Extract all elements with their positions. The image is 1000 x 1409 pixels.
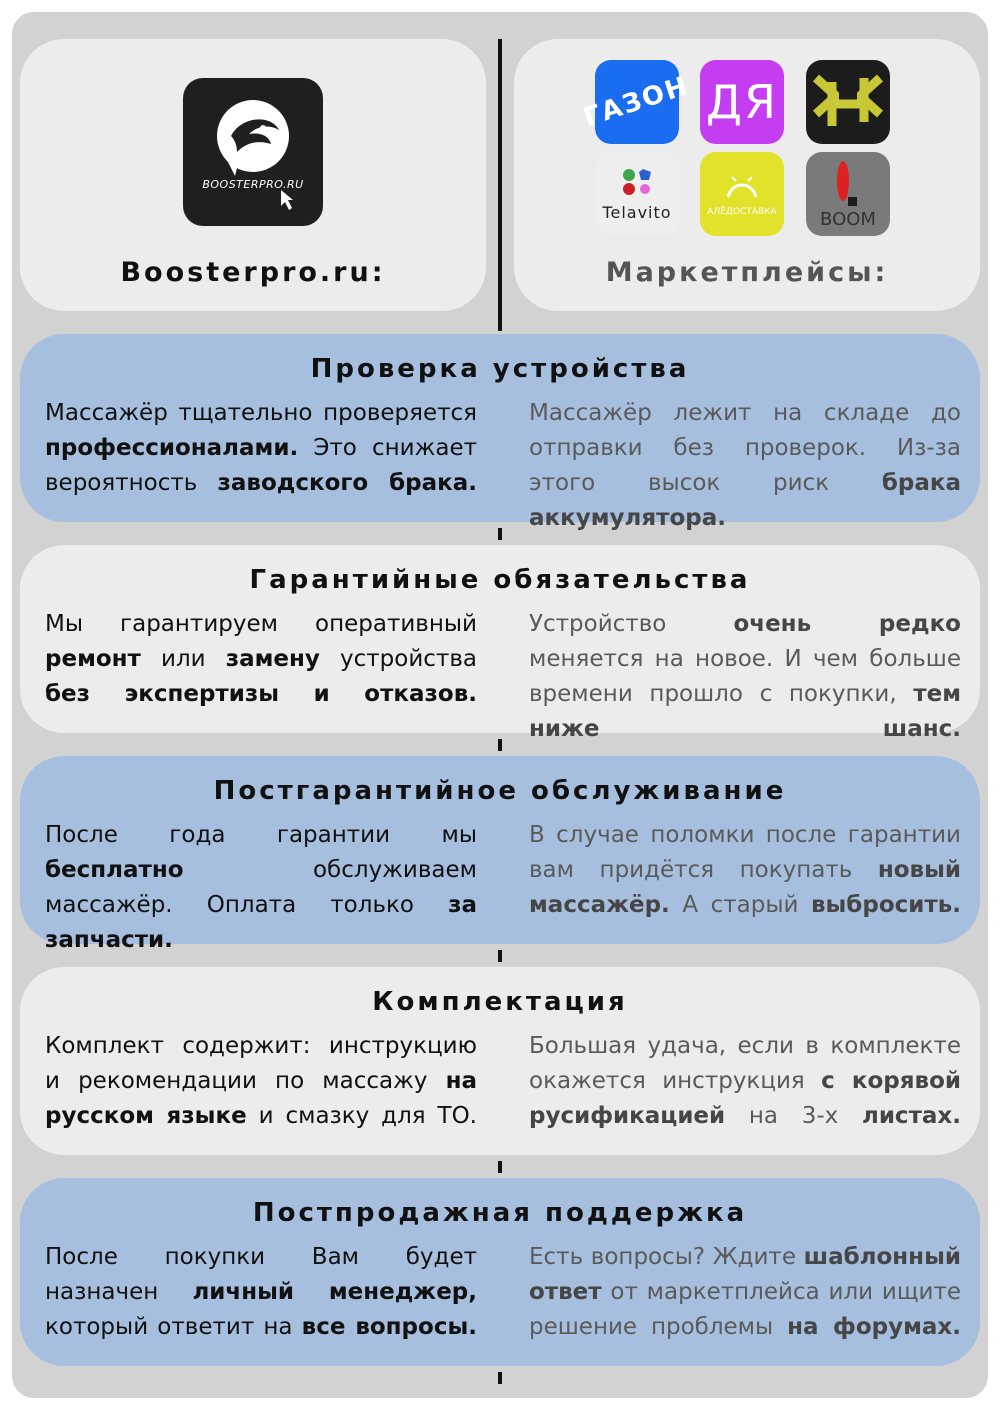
section-after-sales [20,1178,980,1366]
connector-tick [498,950,502,962]
emphasis-text: очень редко [733,611,961,637]
emphasis-text: брака аккумулятора. [529,470,961,531]
boom-app-icon: BOOM [806,152,890,236]
body-text: Есть вопросы? Ждите [529,1244,804,1270]
emphasis-text: без экспертизы и отказов. [45,681,477,707]
connector-tick [498,1372,502,1384]
emphasis-text: заводского брака. [217,470,477,496]
boosterpro-logo [183,78,323,226]
boosterpro-text [45,1240,477,1345]
connector-tick [498,1161,502,1173]
body-text: который ответит на [45,1314,302,1340]
eagle-icon [183,78,323,226]
boosterpro-text [45,607,477,712]
marketplaces-card [514,39,980,311]
emphasis-text: за запчасти. [45,892,477,953]
emphasis-text: профессионалами. [45,435,299,461]
marketplace-text [529,396,961,536]
body-text: Мы гарантируем оперативный [45,611,477,637]
boosterpro-text [45,1029,477,1134]
section-title: Проверка устройства [310,354,690,384]
section-package [20,967,980,1155]
body-text: В случае поломки после гарантии вам придётся покупать [529,822,961,883]
connector-tick [498,528,502,540]
section-title: Постпродажная поддержка [252,1198,748,1228]
section-post-warranty [20,756,980,953]
marketplace-text [529,1029,961,1134]
section-title: Комплектация [372,987,628,1017]
body-text: устройства [319,646,477,672]
body-text: Это снижает вероятность [45,435,477,496]
body-text: обслуживаем массажёр. Оплата только [45,857,477,918]
emphasis-text: шаблонный ответ [529,1244,961,1305]
boosterpro-text [45,818,477,958]
aledostavka-app-icon: АЛЁДОСТАВКА [700,152,784,236]
section-warranty [20,545,980,742]
connector-tick [498,739,502,751]
emphasis-text: личный менеджер, [192,1279,477,1305]
emphasis-text: на русском языке [45,1068,477,1129]
section-title: Постгарантийное обслуживание [213,776,787,806]
emphasis-text: новый массажёр. [529,857,961,918]
body-text: Устройство [529,611,734,637]
body-text: Массажёр лежит на складе до отправки без проверок. Из-за этого высок риск [529,400,961,496]
marketplace-text [529,607,961,747]
body-text: После года гарантии мы [45,822,477,848]
boosterpro-title: Boosterpro.ru: [120,257,386,288]
emphasis-text: бесплатно [45,857,184,883]
section-title: Гарантийные обязательства [249,565,751,595]
gazon-app-icon: ГАЗОН [595,60,679,144]
column-divider [498,39,502,331]
emphasis-text: ремонт [45,646,141,672]
emphasis-text: тем ниже шанс. [529,681,961,742]
body-text: Массажёр тщательно проверяется [45,400,477,426]
emphasis-text: замену [225,646,320,672]
body-text: на 3-х [725,1103,862,1129]
h-app-icon [806,60,890,144]
marketplaces-title: Маркетплейсы: [605,257,889,288]
body-text: Комплект содержит: инструкцию и рекомендации по массажу [45,1033,477,1094]
section-device-check [20,334,980,531]
body-text: После покупки Вам будет назначен [45,1244,477,1305]
emphasis-text: на форумах. [787,1314,961,1340]
body-text: или [140,646,226,672]
body-text: от маркетплейса или ищите решение проблемы [529,1279,961,1340]
dya-app-icon: ДЯ [700,60,784,144]
body-text: и смазку для ТО. [246,1103,477,1129]
marketplace-text [529,818,961,923]
body-text: А старый [669,892,811,918]
body-text: меняется на новое. И чем больше времени прошло с покупки, [529,646,961,707]
emphasis-text: листах. [861,1103,961,1129]
telavito-app-icon: Telavito [595,152,679,236]
emphasis-text: выбросить. [810,892,961,918]
emphasis-text: с корявой русификацией [529,1068,961,1129]
body-text: Большая удача, если в комплекте окажется инструкция [529,1033,961,1094]
boosterpro-card [20,39,486,311]
boosterpro-text [45,396,477,501]
emphasis-text: все вопросы. [301,1314,477,1340]
marketplace-text [529,1240,961,1345]
logo-text: BOOSTERPRO.RU [202,178,304,191]
